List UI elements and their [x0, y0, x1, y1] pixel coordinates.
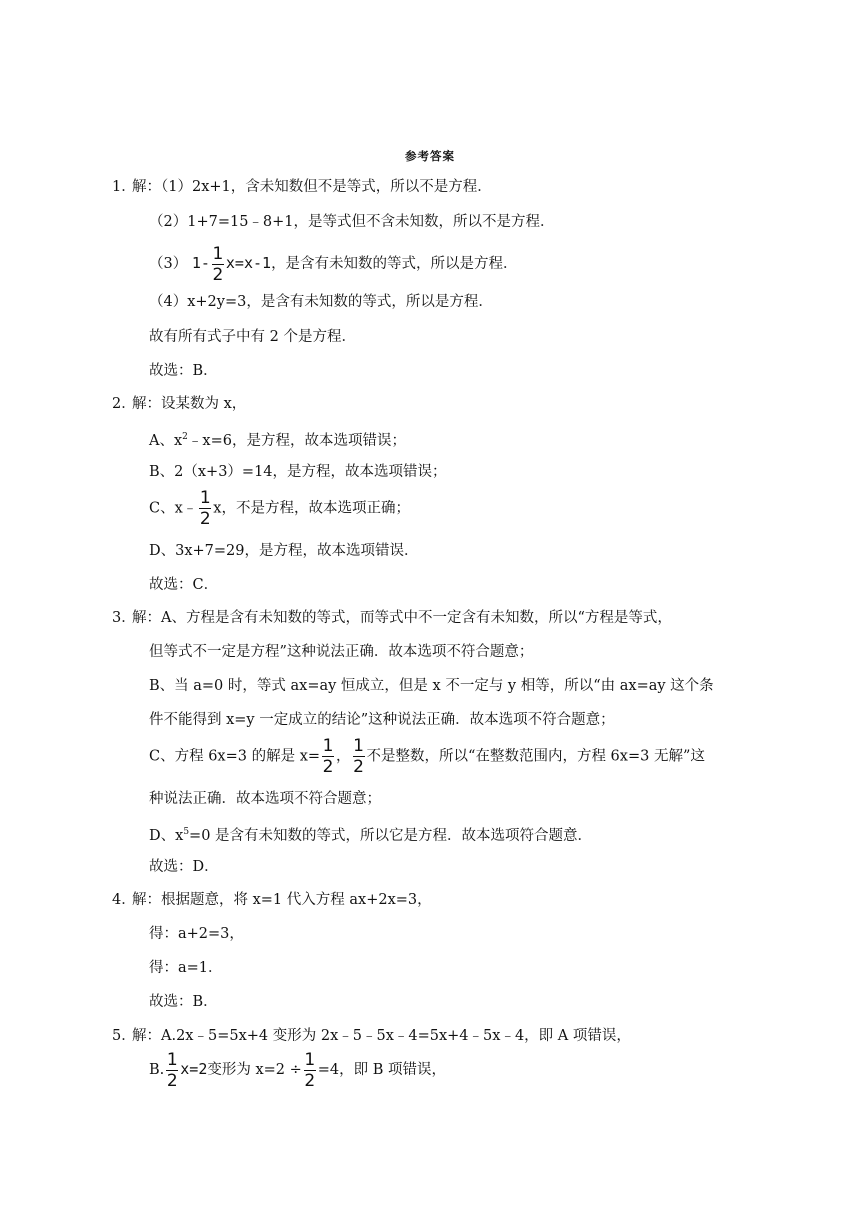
fraction — [166, 1051, 178, 1090]
answer-line — [149, 427, 406, 451]
line-text: =4，即 B 项错误， — [317, 1062, 447, 1078]
question-number: 5． — [112, 1028, 136, 1044]
answer-line: 故有所有式子中有 2 个是方程． — [149, 329, 356, 345]
line-text: x，不是方程，故本选项正确； — [213, 500, 410, 517]
denominator: 2 — [212, 264, 224, 285]
math-text: 1- — [191, 254, 210, 272]
fraction — [199, 489, 211, 528]
answer-line: （2）1+7=15﹣8+1，是等式但不含未知数，所以不是方程． — [149, 214, 555, 230]
line-text: （3） — [149, 256, 188, 272]
answer-line — [149, 737, 705, 776]
answer-line: 解：根据题意，将 x=1 代入方程 ax+2x=3， — [132, 892, 432, 908]
answer-line — [149, 489, 410, 528]
answer-line: B、2（x+3）=14，是方程，故本选项错误； — [149, 464, 447, 480]
denominator: 2 — [166, 1070, 178, 1091]
line-text: C、方程 6x=3 的解是 x= — [149, 748, 321, 765]
numerator: 1 — [304, 1049, 316, 1070]
page-title: 参考答案 — [405, 149, 455, 163]
denominator: 2 — [353, 757, 364, 777]
line-text: D、x — [149, 828, 184, 844]
answer-line: 得：a+2=3， — [149, 926, 244, 942]
exponent: 5 — [183, 827, 190, 837]
line-text: ，是含有未知数的等式，所以是方程． — [271, 256, 518, 272]
answer-choice: 故选：B． — [149, 994, 218, 1010]
denominator: 2 — [199, 509, 211, 529]
line-text: ﹣x=6，是方程，故本选项错误； — [187, 433, 406, 449]
numerator: 1 — [166, 1049, 178, 1070]
line-text: 变形为 x=2 ÷ — [207, 1062, 302, 1078]
denominator: 2 — [304, 1070, 316, 1091]
line-text: 不是整数，所以“在整数范围内，方程 6x=3 无解”这 — [366, 748, 705, 765]
line-text: =0 是含有未知数的等式，所以它是方程．故本选项符合题意． — [189, 828, 593, 844]
math-text: x=x-1 — [225, 254, 272, 272]
denominator: 2 — [322, 757, 334, 777]
answer-line: 种说法正确．故本选项不符合题意； — [149, 791, 381, 807]
answer-line: D、3x+7=29，是方程，故本选项错误． — [149, 543, 419, 559]
fraction — [322, 737, 334, 776]
line-text: B. — [149, 1062, 165, 1078]
answer-line — [149, 822, 592, 846]
question-number: 4． — [112, 892, 136, 908]
answer-line: 解：A、方程是含有未知数的等式，而等式中不一定含有未知数，所以“方程是等式， — [132, 610, 672, 626]
answer-choice: 故选：C． — [149, 577, 219, 593]
numerator: 1 — [322, 736, 334, 756]
answer-line — [149, 1050, 446, 1090]
exponent: 2 — [182, 432, 188, 442]
math-text: x=2 — [180, 1060, 208, 1078]
line-text: A、x — [149, 433, 183, 449]
line-text: ， — [336, 748, 351, 765]
answer-line: 但等式不一定是方程”这种说法正确．故本选项不符合题意； — [149, 644, 534, 660]
numerator: 1 — [353, 736, 364, 756]
fraction — [212, 245, 224, 284]
question-number: 1． — [112, 179, 136, 195]
answer-line: 解：设某数为 x， — [132, 396, 247, 412]
fraction — [353, 737, 365, 776]
fraction — [304, 1051, 316, 1090]
answer-line: 得：a=1． — [149, 960, 223, 976]
answer-line: B、当 a=0 时，等式 ax=ay 恒成立，但是 x 不一定与 y 相等，所以“由 ax=ay 这个条 — [149, 678, 714, 694]
answer-line: 解：A.2x﹣5=5x+4 变形为 2x﹣5﹣5x﹣4=5x+4﹣5x﹣4，即 A 项错误， — [132, 1028, 631, 1044]
answer-choice: 故选：D． — [149, 859, 219, 875]
numerator: 1 — [212, 243, 224, 264]
answer-line: 件不能得到 x=y 一定成立的结论”这种说法正确．故本选项不符合题意； — [149, 712, 615, 728]
answer-choice: 故选：B． — [149, 363, 218, 379]
answer-line: （4）x+2y=3，是含有未知数的等式，所以是方程． — [149, 294, 493, 310]
line-text: C、x﹣ — [149, 500, 198, 517]
question-number: 3． — [112, 610, 136, 626]
answer-line: 解：（1）2x+1，含未知数但不是等式，所以不是方程． — [132, 179, 492, 195]
numerator: 1 — [199, 488, 211, 508]
question-number: 2． — [112, 396, 136, 412]
answer-line — [149, 244, 518, 284]
